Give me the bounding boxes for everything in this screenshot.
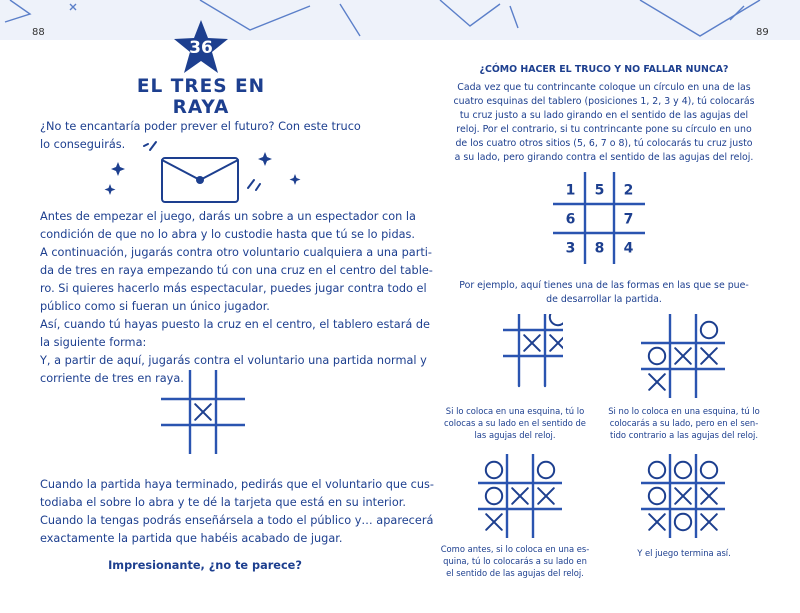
- paragraph-4-line-1: Y, a partir de aquí, jugarás contra el voluntario una partida normal y: [40, 354, 427, 367]
- example-board-3: [478, 454, 562, 538]
- position-number: 6: [565, 211, 576, 228]
- circle-mark: [675, 462, 691, 478]
- closing-text: Impresionante, ¿no te parece?: [108, 559, 302, 572]
- circle-mark: [649, 462, 665, 478]
- caption-2-line-2: colocarás a su lado, pero en el sen-: [609, 418, 759, 428]
- circle-mark: [649, 348, 665, 364]
- tic-tac-toe-board-initial: [161, 370, 245, 454]
- paragraph-5-line-1: Cuando la partida haya terminado, pedirás que el voluntario que cus-: [40, 478, 434, 491]
- position-number: 8: [594, 240, 605, 257]
- cross-mark: [675, 348, 691, 364]
- paragraph-1-line-2: condición de que no lo abra y lo custodie hasta que tú se lo pidas.: [40, 228, 416, 241]
- circle-mark: [649, 488, 665, 504]
- paragraph-6-line-1: Cuando la tengas podrás enseñársela a todo el público y… aparecerá: [40, 514, 434, 527]
- page-title: EL TRES EN RAYA: [136, 76, 266, 118]
- example-board-1: [503, 314, 563, 398]
- body-line-3: tu cruz justo a su lado girando en el sentido de las agujas del: [459, 110, 749, 121]
- circle-mark: [550, 314, 563, 325]
- position-number: 4: [623, 240, 634, 257]
- paragraph-3-line-1: Así, cuando tú hayas puesto la cruz en el centro, el tablero estará de: [40, 318, 430, 331]
- header-decoration: [0, 0, 800, 40]
- position-number: 2: [623, 182, 634, 199]
- page-number-right: 89: [756, 27, 769, 38]
- cross-mark: [550, 335, 563, 351]
- circle-mark: [538, 462, 554, 478]
- cross-mark: [675, 488, 691, 504]
- caption-1-line-1: Si lo coloca en una esquina, tú lo: [445, 406, 585, 416]
- body-line-2: cuatro esquinas del tablero (posiciones 1, 2, 3 y 4), tú colocarás: [453, 96, 755, 107]
- trick-number: 36: [189, 38, 213, 58]
- caption-2-line-1: Si no lo coloca en una esquina, tú lo: [608, 406, 760, 416]
- body-line-1: Cada vez que tu contrincante coloque un círculo en una de las: [457, 82, 751, 93]
- paragraph-6-line-2: exactamente la partida que habéis acabado de jugar.: [40, 532, 343, 545]
- caption-3-line-1: Como antes, si lo coloca en una es-: [440, 544, 590, 554]
- intro-text: ¿No te encantaría poder prever el futuro? Con este truco lo conseguirás.: [40, 120, 361, 152]
- caption-1-line-2: colocas a su lado en el sentido de: [444, 418, 586, 428]
- paragraph-1-line-1: Antes de empezar el juego, darás un sobre a un espectador con la: [40, 210, 416, 223]
- cross-mark: [649, 374, 665, 390]
- caption-3-line-2: quina, tú lo colocarás a su lado en: [443, 556, 587, 566]
- caption-3-line-3: el sentido de las agujas del reloj.: [446, 568, 584, 578]
- caption-1-line-3: las agujas del reloj.: [474, 430, 556, 440]
- cross-mark: [701, 348, 717, 364]
- position-number: 5: [594, 182, 605, 199]
- body-line-4: reloj. Por el contrario, si tu contrincante pone su círculo en uno: [456, 124, 752, 135]
- paragraph-2-line-4: público como si fueran un único jugador.: [40, 300, 270, 313]
- cross-mark: [701, 514, 717, 530]
- cross-mark: [524, 335, 540, 351]
- page-number-left: 88: [32, 27, 45, 38]
- position-board: [553, 172, 645, 264]
- cross-mark: [649, 514, 665, 530]
- circle-mark: [486, 488, 502, 504]
- paragraph-5-line-2: todiaba el sobre lo abra y te dé la tarjeta que está en su interior.: [40, 496, 406, 509]
- cross-mark: [701, 488, 717, 504]
- circle-mark: [675, 514, 691, 530]
- paragraph-2-line-2: da de tres en raya empezando tú con una cruz en el centro del table-: [40, 264, 433, 277]
- cross-mark: [486, 514, 502, 530]
- cross-mark: [512, 488, 528, 504]
- position-number: 1: [565, 182, 576, 199]
- position-number: 3: [565, 240, 576, 257]
- circle-mark: [701, 462, 717, 478]
- envelope-icon: [100, 138, 310, 208]
- example-line-1: Por ejemplo, aquí tienes una de las formas en las que se pue-: [459, 280, 749, 291]
- cross-mark: [538, 488, 554, 504]
- position-number: 7: [623, 211, 634, 228]
- cross-mark: [195, 404, 211, 420]
- caption-2-line-3: tido contrario a las agujas del reloj.: [610, 430, 758, 440]
- circle-mark: [701, 322, 717, 338]
- paragraph-3-line-2: la siguiente forma:: [40, 336, 147, 349]
- caption-4: Y el juego termina así.: [637, 548, 731, 558]
- example-board-4: [641, 454, 725, 538]
- body-line-6: a su lado, pero girando contra el sentido de las agujas del reloj.: [454, 152, 754, 163]
- section-heading: ¿CÓMO HACER EL TRUCO Y NO FALLAR NUNCA?: [479, 64, 729, 75]
- paragraph-2-line-3: ro. Si quieres hacerlo más espectacular, puedes jugar contra todo el: [40, 282, 427, 295]
- circle-mark: [486, 462, 502, 478]
- example-line-2: de desarrollar la partida.: [546, 294, 662, 305]
- body-line-5: de los cuatro otros sitios (5, 6, 7 o 8), tú colocarás tu cruz justo: [455, 138, 753, 149]
- paragraph-2-line-1: A continuación, jugarás contra otro voluntario cualquiera a una parti-: [40, 246, 432, 259]
- example-board-2: [641, 314, 725, 398]
- paragraph-4-line-2: corriente de tres en raya.: [40, 372, 184, 385]
